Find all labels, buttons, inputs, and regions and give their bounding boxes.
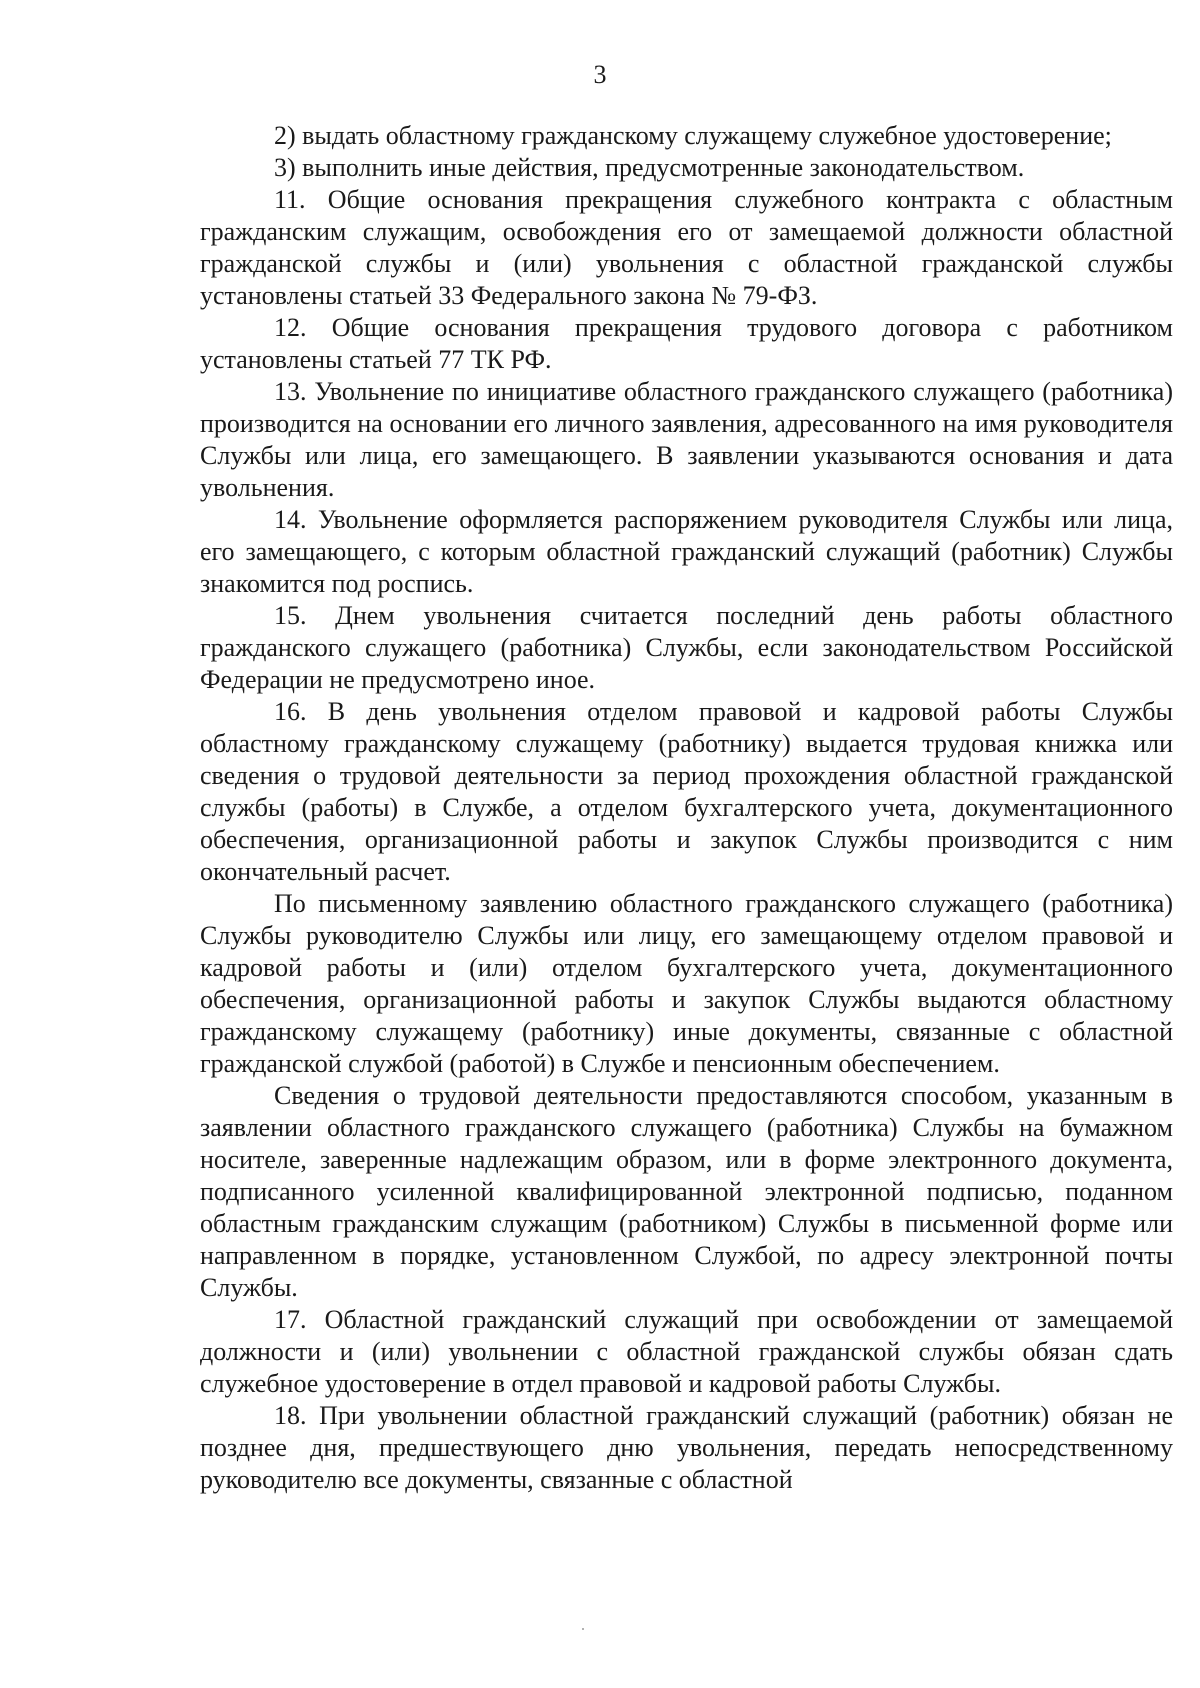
page-number: 3 [593, 60, 607, 89]
scan-dot [582, 1628, 584, 1630]
paragraph-clause-16: 16. В день увольнения отделом правовой и кадровой работы Службы областному гражданскому служащему (работнику) выдается трудовая книжка или сведения о трудовой деятельности за период прохождения областной гражданской службы (работы) в Службе, а отделом бухгалтерского учета, документационного обеспечения, организационной работы и закупок Службы производится с ним окончательный расчет. [200, 697, 1173, 886]
paragraph-clause-15: 15. Днем увольнения считается последний день работы областного гражданского служащего (работника) Службы, если законодательством Российской Федерации не предусмотрено иное. [200, 601, 1173, 694]
paragraph-clause-14: 14. Увольнение оформляется распоряжением руководителя Службы или лица, его замещающего, с которым областной гражданский служащий (работник) Службы знакомится под роспись. [200, 505, 1173, 598]
paragraph-clause-11: 11. Общие основания прекращения служебного контракта с областным гражданским служащим, освобождения его от замещаемой должности областной гражданской службы и (или) увольнения с областной гражданской службы установлены статьей 33 Федерального закона № 79-ФЗ. [200, 185, 1173, 310]
document-body [200, 120, 1173, 1496]
paragraph-written-request: По письменному заявлению областного гражданского служащего (работника) Службы руководителю Службы или лицу, его замещающему отделом правовой и кадровой работы и (или) отделом бухгалтерского учета, документационного обеспечения, организационной работы и закупок Службы выдаются областному гражданскому служащему (работнику) иные документы, связанные с областной гражданской службой (работой) в Службе и пенсионным обеспечением. [200, 889, 1173, 1078]
paragraph-clause-18: 18. При увольнении областной гражданский служащий (работник) обязан не позднее дня, предшествующего дню увольнения, передать непосредственному руководителю все документы, связанные с областной [200, 1401, 1173, 1494]
paragraph-clause-12: 12. Общие основания прекращения трудового договора с работником установлены статьей 77 ТК РФ. [200, 313, 1173, 374]
paragraph-clause-13: 13. Увольнение по инициативе областного гражданского служащего (работника) производится на основании его личного заявления, адресованного на имя руководителя Службы или лица, его замещающего. В заявлении указываются основания и дата увольнения. [200, 377, 1173, 502]
paragraph-clause-17: 17. Областной гражданский служащий при освобождении от замещаемой должности и (или) увольнении с областной гражданской службы обязан сдать служебное удостоверение в отдел правовой и кадровой работы Службы. [200, 1305, 1173, 1398]
paragraph-employment-info: Сведения о трудовой деятельности предоставляются способом, указанным в заявлении областного гражданского служащего (работника) Службы на бумажном носителе, заверенные надлежащим образом, или в форме электронного документа, подписанного усиленной квалифицированной электронной подписью, поданном областным гражданским служащим (работником) Службы в письменной форме или направленном в порядке, установленном Службой, по адресу электронной почты Службы. [200, 1081, 1173, 1302]
paragraph-item-2: 2) выдать областному гражданскому служащему служебное удостоверение; [274, 121, 1112, 150]
paragraph-item-3: 3) выполнить иные действия, предусмотренные законодательством. [274, 153, 1025, 182]
